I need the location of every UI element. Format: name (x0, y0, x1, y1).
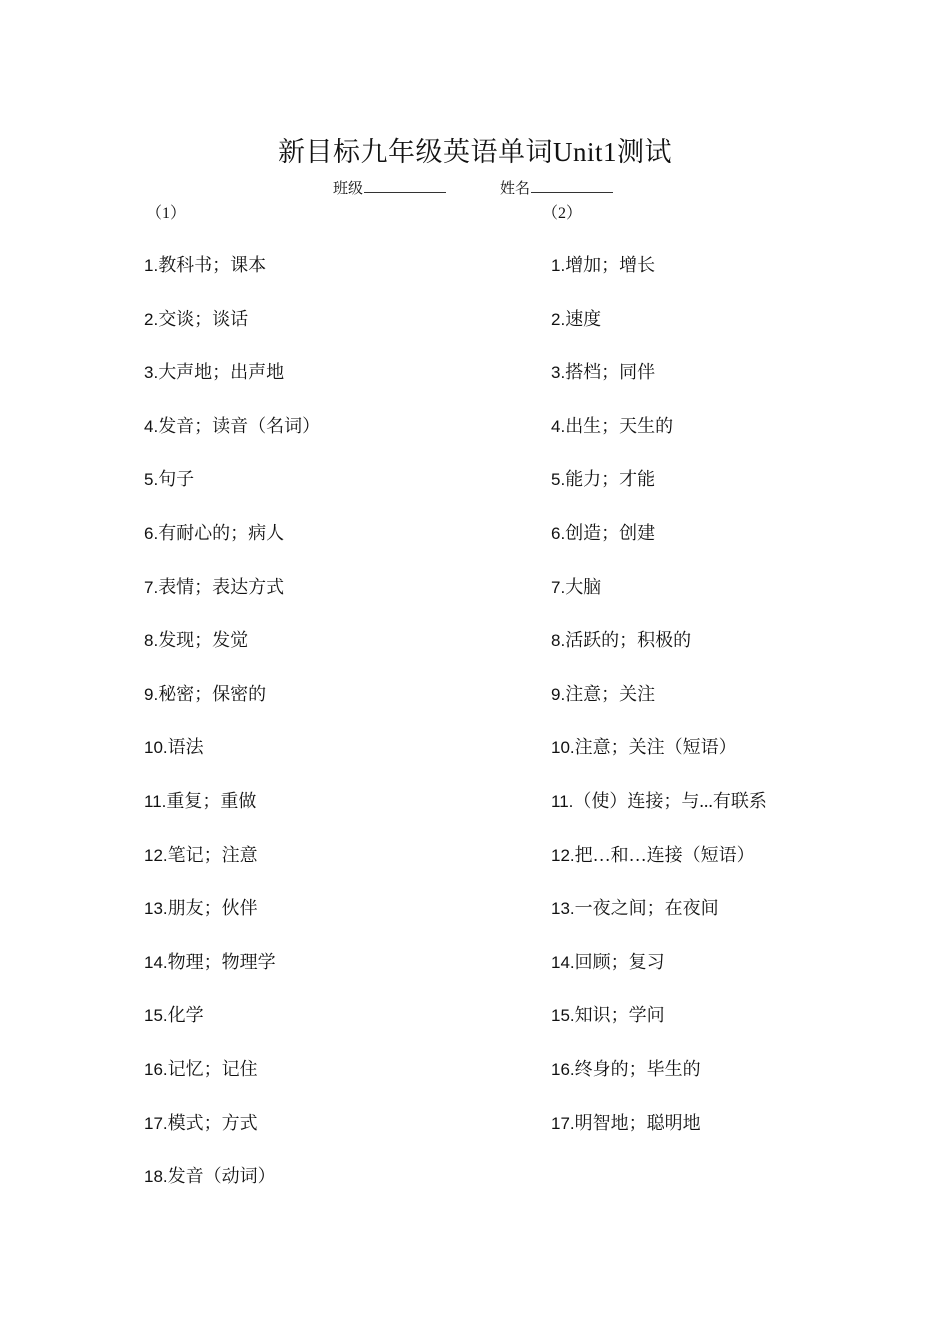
vocab-item (144, 681, 320, 735)
item-number: 4. (551, 416, 566, 436)
item-text: 能力；才能 (565, 469, 656, 490)
item-number: 11. (144, 791, 167, 811)
item-text: 教科书；课本 (158, 255, 267, 275)
item-number: 18. (144, 1167, 168, 1187)
vocab-item (551, 949, 767, 1003)
item-number: 6. (551, 523, 566, 543)
item-text: 笔记；注意 (167, 844, 258, 865)
name-blank[interactable] (531, 178, 613, 193)
vocab-item (144, 1163, 320, 1217)
item-text: 交谈；谈话 (158, 308, 249, 329)
vocab-item (144, 574, 320, 628)
item-text: 终身的；毕生的 (574, 1058, 701, 1079)
vocab-item (144, 949, 320, 1003)
item-number: 12. (551, 845, 575, 865)
item-number: 15. (551, 1006, 575, 1026)
item-text: 一夜之间；在夜间 (574, 898, 719, 919)
name-field[interactable] (500, 177, 613, 198)
vocab-item (551, 627, 767, 681)
item-number: 9. (551, 684, 566, 704)
vocab-item (551, 1002, 767, 1056)
item-text: 创造；创建 (565, 522, 656, 543)
item-number: 16. (551, 1059, 575, 1079)
vocab-item (551, 895, 767, 949)
item-number: 2. (144, 309, 159, 329)
vocab-item (144, 895, 320, 949)
item-text: 增加；增长 (565, 255, 656, 275)
name-label: 姓名 (500, 181, 531, 197)
item-text: 知识；学问 (574, 1005, 665, 1026)
item-number: 1. (144, 256, 159, 275)
item-number: 13. (551, 899, 575, 919)
class-blank[interactable] (364, 178, 446, 193)
vocab-item (144, 734, 320, 788)
item-text: 发现；发觉 (158, 630, 249, 651)
item-number: 6. (144, 523, 159, 543)
vocab-item (144, 359, 320, 413)
item-text: 搭档；同伴 (565, 362, 656, 383)
item-text: 大脑 (565, 576, 602, 597)
item-text: 注意；关注（短语） (574, 737, 737, 758)
item-text: 物理；物理学 (167, 951, 276, 972)
vocab-item (551, 842, 767, 896)
item-text: 发音（动词） (167, 1166, 276, 1187)
item-number: 9. (144, 684, 159, 704)
vocab-item (551, 252, 767, 306)
item-number: 10. (144, 738, 168, 758)
section-2-heading: （2） (542, 205, 583, 222)
class-label: 班级 (333, 181, 364, 197)
vocab-item (144, 306, 320, 360)
item-number: 5. (144, 470, 159, 490)
vocab-item (551, 306, 767, 360)
item-number: 17. (144, 1113, 168, 1133)
item-number: 15. (144, 1006, 168, 1026)
item-text: 重复；重做 (166, 790, 257, 811)
vocab-item (551, 734, 767, 788)
vocab-item (144, 842, 320, 896)
item-text: 有耐心的；病人 (158, 522, 285, 543)
item-number: 10. (551, 738, 575, 758)
section-1-heading: （1） (146, 205, 187, 222)
class-field[interactable] (333, 177, 446, 198)
vocab-item (551, 574, 767, 628)
vocab-item (144, 1056, 320, 1110)
item-number: 3. (551, 363, 566, 383)
item-text: 大声地；出声地 (158, 362, 285, 383)
vocab-item (144, 1110, 320, 1164)
item-text: 记忆；记住 (167, 1058, 258, 1079)
item-text: 速度 (565, 308, 602, 329)
section-2-list (551, 252, 767, 1163)
item-text: 句子 (158, 469, 195, 490)
item-text: 活跃的；积极的 (565, 630, 692, 651)
item-number: 11. (551, 791, 574, 811)
item-number: 12. (144, 845, 168, 865)
vocab-item (144, 520, 320, 574)
item-text: 把…和…连接（短语） (574, 844, 755, 865)
item-text: 发音；读音（名词） (158, 415, 321, 436)
vocab-item (144, 252, 320, 306)
vocab-item (551, 788, 767, 842)
item-number: 17. (551, 1113, 575, 1133)
item-text: 表情；表达方式 (158, 576, 285, 597)
item-number: 7. (144, 577, 159, 597)
vocab-item (144, 466, 320, 520)
page-title: 新目标九年级英语单词Unit1测试 (277, 137, 672, 167)
vocab-item (144, 413, 320, 467)
item-number: 2. (551, 309, 566, 329)
item-number: 3. (144, 363, 159, 383)
item-text: 朋友；伙伴 (167, 898, 258, 919)
vocab-item (144, 788, 320, 842)
vocab-item (551, 1110, 767, 1164)
vocab-item (551, 520, 767, 574)
vocab-item (551, 1056, 767, 1110)
vocab-item (551, 413, 767, 467)
item-number: 14. (144, 952, 168, 972)
section-1-list (144, 252, 320, 1217)
item-text: 回顾；复习 (574, 951, 665, 972)
item-number: 13. (144, 899, 168, 919)
item-text: 语法 (167, 737, 204, 758)
item-number: 16. (144, 1059, 168, 1079)
vocab-item (144, 627, 320, 681)
vocab-item (551, 466, 767, 520)
item-text: （使）连接；与...有联系 (573, 790, 767, 811)
vocab-item (551, 681, 767, 735)
item-number: 8. (551, 631, 566, 651)
vocab-item (144, 1002, 320, 1056)
item-number: 4. (144, 416, 159, 436)
item-text: 出生；天生的 (565, 415, 674, 436)
item-text: 明智地；聪明地 (574, 1112, 701, 1133)
item-number: 7. (551, 577, 566, 597)
item-number: 5. (551, 470, 566, 490)
item-text: 模式；方式 (167, 1112, 258, 1133)
item-text: 注意；关注 (565, 683, 656, 704)
item-text: 秘密；保密的 (158, 683, 267, 704)
item-number: 8. (144, 631, 159, 651)
vocab-item (551, 359, 767, 413)
item-text: 化学 (167, 1005, 204, 1026)
item-number: 1. (551, 256, 566, 275)
item-number: 14. (551, 952, 575, 972)
